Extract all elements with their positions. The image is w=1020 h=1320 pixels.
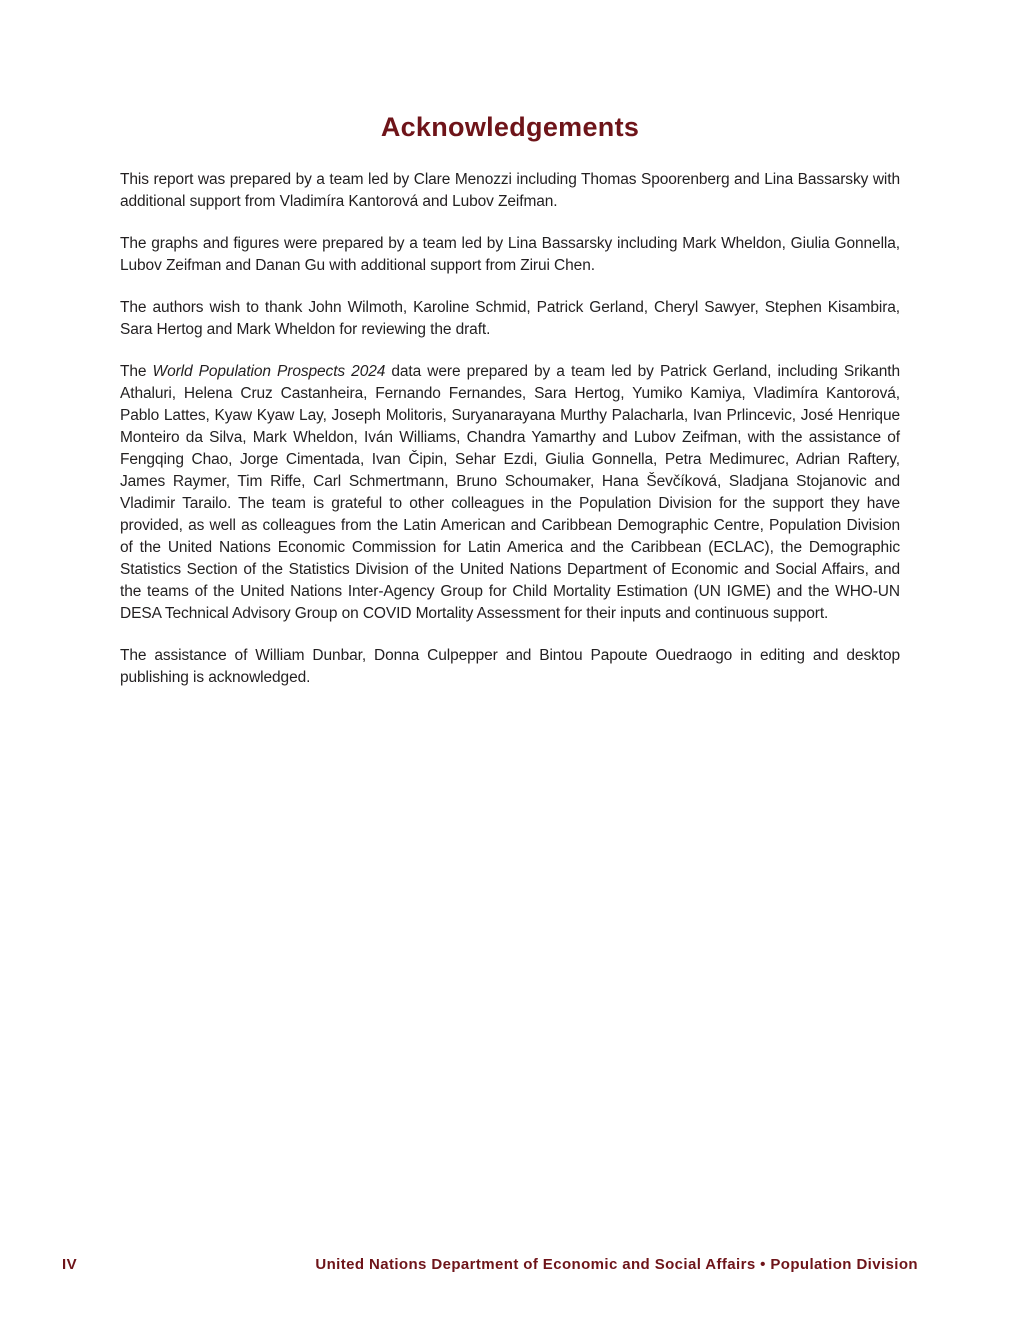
paragraph-report-team: This report was prepared by a team led by Clare Menozzi including Thomas Spoorenberg and Lina Bassarsky with additional support from Vladimíra Kantorová and Lubov Zeifman. <box>120 171 900 210</box>
footer-page-number: IV <box>62 1256 78 1273</box>
paragraph-data-team: The World Population Prospects 2024 data were prepared by a team led by Patrick Gerland, including Srikanth Athaluri, Helena Cruz Castanheira, Fernando Fernandes, Sara Hertog, Yumiko Kamiya, Vladimíra Kantorová, Pablo Lattes, Kyaw Kyaw Lay, Joseph Molitoris, Suryanarayana Murthy Palacharla, Ivan Prlincevic, José Henrique Monteiro da Silva, Mark Wheldon, Iván Williams, Chandra Yamarthy and Lubov Zeifman, with the assistance of Fengqing Chao, Jorge Cimentada, Ivan Čipin, Sehar Ezdi, Giulia Gonnella, Petra Medimurec, Adrian Raftery, James Raymer, Tim Riffe, Carl Schmertmann, Bruno Schoumaker, Hana Ševčíková, Sladjana Stojanovic and Vladimir Tarailo. The team is grateful to other colleagues in the Population Division for the support they have provided, as well as colleagues from the Latin American and Caribbean Demographic Centre, Population Division of the United Nations Economic Commission for Latin America and the Caribbean (ECLAC), the Demographic Statistics Section of the Statistics Division of the United Nations Department of Economic and Social Affairs, and the teams of the United Nations Inter-Agency Group for Child Mortality Estimation (UN IGME) and the WHO-UN DESA Technical Advisory Group on COVID Mortality Assessment for their inputs and continuous support. <box>120 363 900 622</box>
paragraph-editing-support: The assistance of William Dunbar, Donna Culpepper and Bintou Papoute Ouedraogo in editing and desktop publishing is acknowledged. <box>120 647 900 686</box>
page-footer <box>62 1256 918 1273</box>
paragraph-graphs-figures-team: The graphs and figures were prepared by a team led by Lina Bassarsky including Mark Wheldon, Giulia Gonnella, Lubov Zeifman and Danan Gu with additional support from Zirui Chen. <box>120 235 900 274</box>
page-title: Acknowledgements <box>380 112 640 142</box>
page-content <box>120 0 900 709</box>
paragraph-reviewers: The authors wish to thank John Wilmoth, Karoline Schmid, Patrick Gerland, Cheryl Sawyer, Stephen Kisambira, Sara Hertog and Mark Wheldon for reviewing the draft. <box>120 299 900 338</box>
footer-organization-text: United Nations Department of Economic and Social Affairs • Population Division <box>315 1256 918 1273</box>
